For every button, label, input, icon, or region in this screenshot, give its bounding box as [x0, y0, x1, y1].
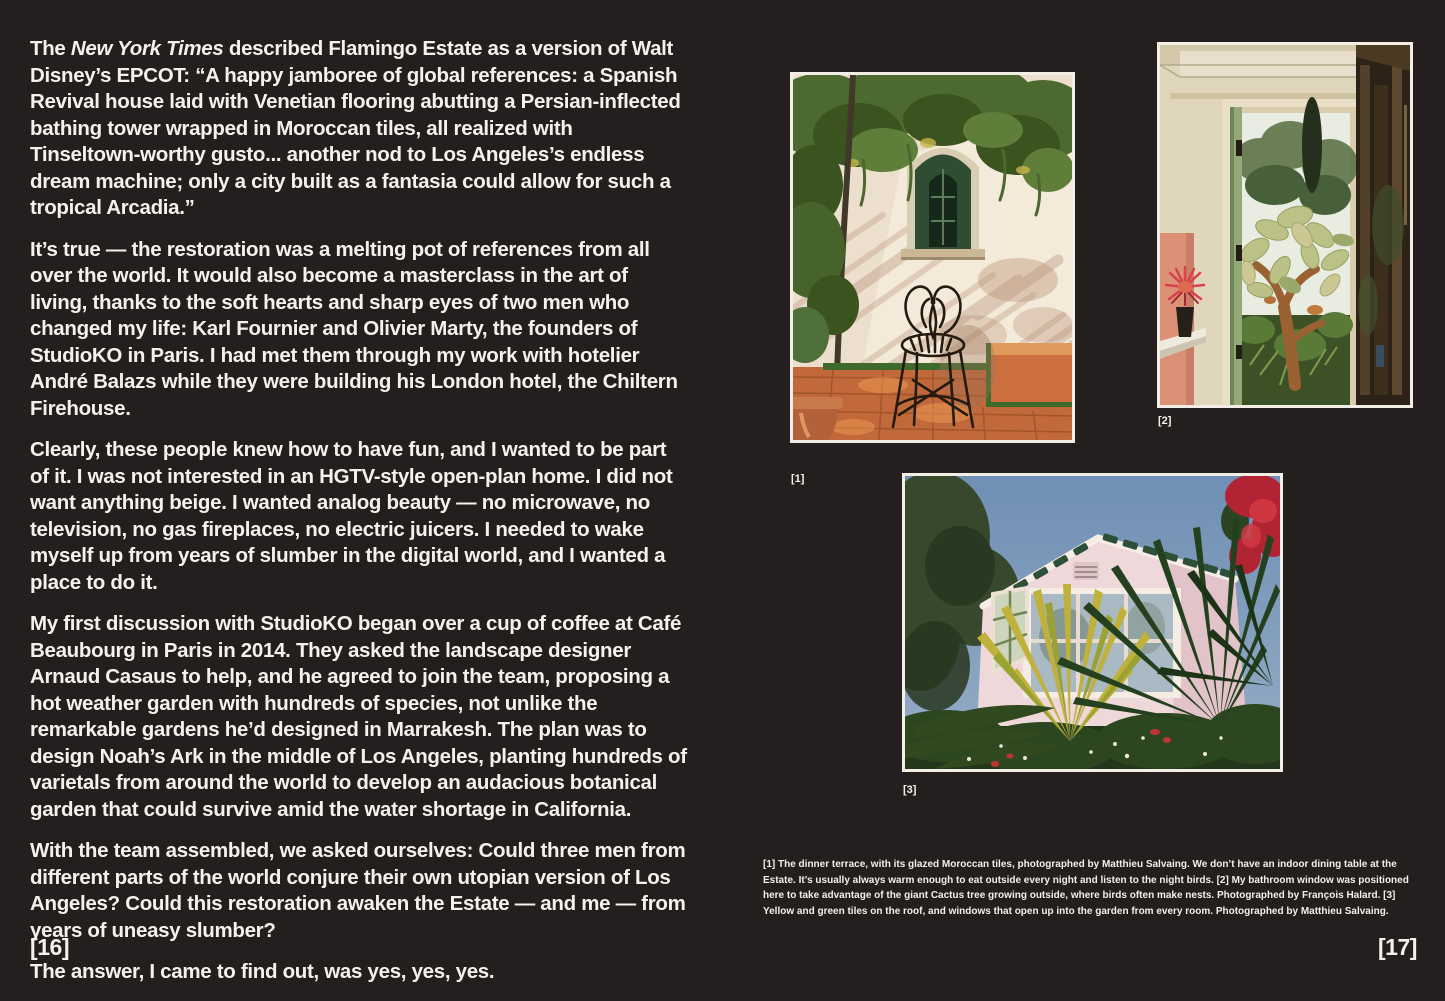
- italic-title: New York Times: [70, 37, 224, 60]
- green-door-leaf: [1230, 107, 1242, 405]
- photo-dinner-terrace: [790, 72, 1075, 443]
- cypress-tree: [1302, 97, 1322, 193]
- paragraph-6: The answer, I came to find out, was yes, yes, yes.: [30, 960, 495, 983]
- photo-label-2: [2]: [1158, 415, 1172, 427]
- house-illustration: [905, 476, 1280, 769]
- paragraph-1-rest: described Flamingo Estate as a version of Walt Disney’s EPCOT: “A happy jamboree of global references: a Spanish Revival house laid with Venetian flooring abutting a Persian-inflected bathing tower wrapped in Moroccan tiles, all realized with Tinseltown-worthy gusto... another nod to Los Angeles’s endless dream machine; only a city built as a fantasia could allow for such a tropical Arcadia.”: [30, 37, 681, 219]
- paragraph-1-prefix: The: [30, 37, 71, 60]
- body-text: [30, 36, 688, 1001]
- paragraph-2: It’s true — the restoration was a melting pot of references from all over the world. It would also become a masterclass in the art of living, thanks to the soft hearts and sharp eyes of two men who changed my life: Karl Fournier and Olivier Marty, the founders of StudioKO in Paris. I had met them through my work with hotelier André Balazs while they were building his London hotel, the Chiltern Firehouse.: [30, 237, 678, 420]
- page-number-right: [17]: [1377, 934, 1417, 960]
- paragraph-3: Clearly, these people knew how to have fun, and I wanted to be part of it. I was not interested in an HGTV-style open-plan home. I did not want anything beige. I wanted analog beauty — no microwave, no television, no gas fireplaces, no electric juicers. I needed to wake myself up from years of slumber in the digital world, and I wanted a place to do it.: [30, 438, 673, 594]
- photo-bathroom-window: [1157, 42, 1413, 408]
- paragraph-4: My first discussion with StudioKO began over a cup of coffee at Café Beaubourg in Paris in 2014. They asked the landscape designer Arnaud Casaus to help, and he agreed to join the team, proposing a hot weather garden with hundreds of species, not unlike the remarkable gardens he’d designed in Marrakesh. The plan was to design Noah’s Ark in the middle of Los Angeles, planting hundreds of varietals from around the world to develop an audacious botanical garden that could survive amid the water shortage in California.: [30, 612, 687, 821]
- terrace-illustration: [793, 75, 1072, 440]
- green-arched-window: [901, 148, 985, 260]
- bathroom-window-illustration: [1160, 45, 1410, 405]
- paragraph-5: With the team assembled, we asked ourselves: Could three men from different parts of the world conjure their own utopian version of Los Angeles? Could this restoration awaken the Estate — and me — from years of uneasy slumber?: [30, 839, 686, 942]
- dark-glass-door: [1356, 45, 1410, 405]
- page-number-left: [16]: [30, 934, 70, 960]
- garden-view: [1234, 97, 1358, 405]
- photo-label-1: [1]: [791, 473, 805, 485]
- photo-captions: [1] The dinner terrace, with its glazed Moroccan tiles, photographed by Matthieu Salvaing. We don’t have an indoor dining table at the Estate. It’s usually always warm enough to eat outside every night and listen to the night birds. [2] My bathroom window was positioned here to take advantage of the giant Cactus tree growing outside, where birds often make nests. Photographed by François Halard. [3] Yellow and green tiles on the roof, and windows that open up into the garden from every room. Photographed by Matthieu Salvaing.: [763, 859, 1409, 917]
- paragraph-1: [30, 36, 688, 222]
- tiled-step: [986, 343, 1072, 407]
- photo-label-3: [3]: [903, 784, 917, 796]
- photo-house-rooftiles: [902, 473, 1283, 772]
